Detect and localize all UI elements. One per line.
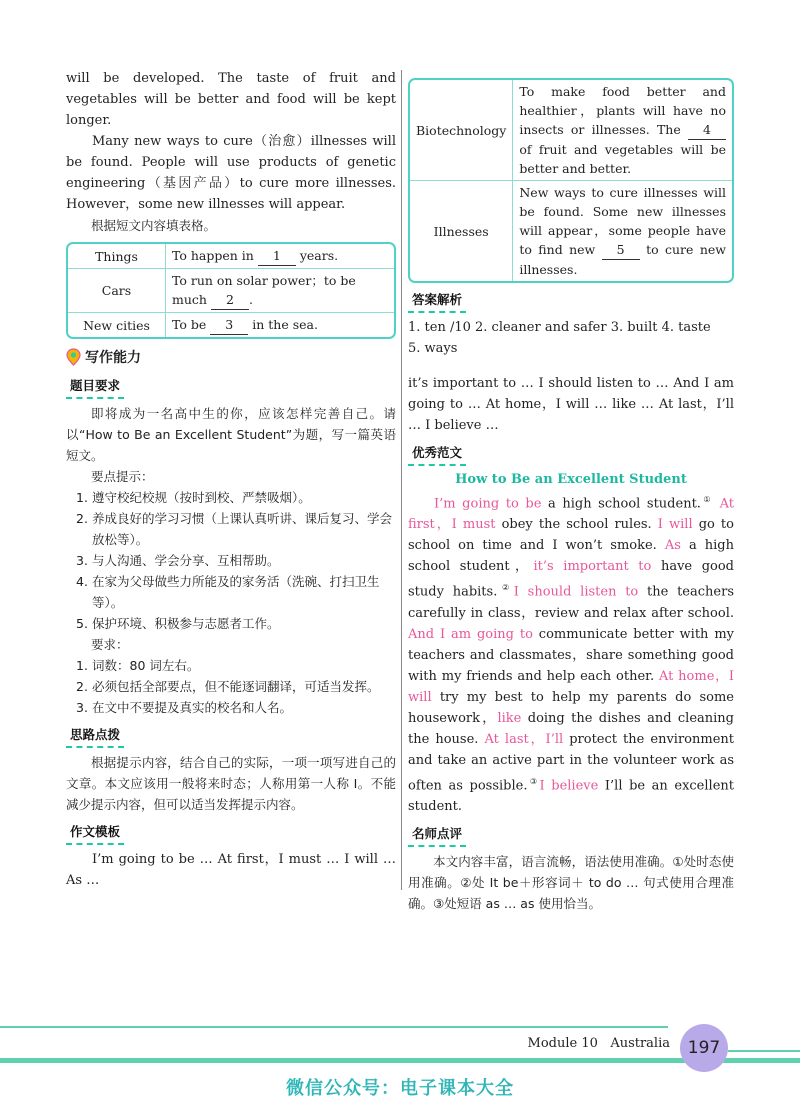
running-footer (528, 1036, 670, 1051)
cell-text: To be (172, 317, 207, 332)
table-row (410, 80, 732, 181)
item-text: 养成良好的学习习惯（上课认真听讲、课后复习、学会放松等）。 (92, 511, 393, 547)
module-label: Module 10 (527, 1036, 598, 1051)
table-row-label: Illnesses (410, 181, 513, 281)
reqs-heading: 要求： (91, 637, 129, 652)
essay-text: doing the dishes and cleaning the house. (408, 710, 734, 747)
requirement-text: 即将成为一名高中生的你，应该怎样完善自己。请以“How to Be an Excellent Student”为题，写一篇英语短文。 (66, 406, 396, 463)
comment-text: 本文内容丰富，语言流畅，语法使用准确。①处时态使用准确。②处 It be＋形容词＋ to do … 句式使用合理准确。③处短语 as … as 使用恰当。 (408, 853, 734, 911)
item-text: 在文中不要提及真实的校名和人名。 (92, 700, 293, 715)
table-cell (513, 181, 732, 281)
highlight-phrase: At last，I’ll (478, 731, 564, 747)
item-number: 1. (76, 658, 88, 673)
watermark: 微信公众号：电子课本大全 (286, 1078, 514, 1099)
left-column (66, 68, 396, 891)
column-divider (401, 70, 402, 890)
highlight-phrase: it’s important to (533, 559, 652, 575)
highlight-phrase: I will (651, 517, 693, 533)
right-column (408, 68, 734, 914)
cell-text: . (248, 292, 253, 307)
points-list (66, 487, 396, 634)
list-item (66, 655, 396, 676)
section-heading (66, 347, 396, 367)
item-number: 4. (76, 574, 88, 589)
table-cell (166, 244, 394, 269)
table-row-label: Biotechnology (410, 80, 513, 181)
table-row-label: Cars (68, 269, 166, 313)
answer-blank: 1 (258, 246, 296, 266)
list-item (66, 697, 396, 718)
cell-text: New ways to cure illnesses will be found. Some new illnesses will appear，some people have to find new (519, 185, 726, 257)
item-number: 2. (76, 679, 88, 694)
passage-paragraph: will be developed. The taste of fruit and vegetables will be better and food will be kept longer. (66, 71, 396, 128)
highlight-phrase: As (656, 538, 681, 554)
item-text: 必须包括全部要点，但不能逐词翻译，可适当发挥。 (92, 679, 380, 694)
tag-sample: 优秀范文 (408, 442, 466, 466)
highlight-phrase: I believe (539, 777, 599, 793)
answer-blank: 5 (602, 240, 640, 260)
essay-body (408, 489, 734, 817)
cell-text: in the sea. (252, 317, 318, 332)
item-number: 1. (76, 490, 88, 505)
cell-text: years. (299, 248, 339, 263)
highlight-phrase: At home，I will (408, 668, 734, 705)
cell-text: to cure new illnesses. (519, 242, 726, 277)
tag-idea: 思路点拨 (66, 724, 124, 748)
footer-band (0, 1058, 800, 1063)
footer-rule (0, 1026, 668, 1028)
essay-text: obey the school rules. (495, 517, 652, 533)
item-number: 3. (76, 553, 88, 568)
highlight-phrase: like (497, 710, 522, 726)
list-item (66, 487, 396, 508)
item-text: 在家为父母做些力所能及的家务活（洗碗、打扫卫生等）。 (92, 574, 380, 610)
unit-label: Australia (610, 1036, 670, 1051)
highlight-phrase: I should listen to (513, 584, 639, 600)
points-heading: 要点提示： (91, 469, 154, 484)
template-text: I’m going to be … At first，I must … I will … As … (66, 852, 396, 888)
passage-paragraph: Many new ways to cure（治愈）illnesses will be found. People will use products of genetic engineering（基因产品）to cure more illnesses. However，some new illnesses will appear. (66, 134, 396, 212)
list-item (66, 550, 396, 571)
exercise-instruction: 根据短文内容填表格。 (91, 218, 217, 233)
tag-template: 作文模板 (66, 821, 124, 845)
essay-title: How to Be an Excellent Student (455, 472, 687, 487)
table-row (410, 181, 732, 281)
cell-text: To happen in (172, 248, 254, 263)
table-cell (166, 269, 394, 313)
answers (408, 317, 734, 359)
highlight-phrase: I’m going to be (434, 496, 542, 512)
answer-blank: 3 (210, 315, 248, 335)
answer-blank: 2 (211, 290, 249, 310)
footnote-mark: ③ (527, 776, 540, 786)
item-text: 与人沟通、学会分享、互相帮助。 (92, 553, 280, 568)
cell-text: To make food better and healthier，plants will have no insects or illnesses. The (519, 84, 726, 137)
table-row (68, 244, 394, 269)
footnote-mark: ① (700, 495, 714, 504)
footer-rule (728, 1050, 800, 1052)
cell-text: of fruit and vegetables will be better and better. (519, 142, 726, 176)
table-row-label: Things (68, 244, 166, 269)
item-number: 2. (76, 511, 88, 526)
highlight-phrase: And I am going to (408, 626, 533, 642)
cell-text: To run on solar power；to be much (172, 273, 356, 307)
answer-blank: 4 (688, 120, 726, 140)
tag-answers: 答案解析 (408, 289, 466, 313)
table-row (68, 269, 394, 313)
essay-text: a high school student， (408, 538, 734, 575)
item-text: 词数：80 词左右。 (92, 658, 200, 673)
answers-line: 5. ways (408, 341, 458, 356)
list-item (66, 571, 396, 613)
table-cell (513, 80, 732, 181)
essay-text: the teachers carefully in class，review and relax after school. (408, 584, 734, 621)
item-number: 5. (76, 616, 88, 631)
location-pin-icon (66, 348, 81, 366)
essay-text: try my best to help my parents do some housework， (408, 689, 734, 726)
answers-line: 1. ten /10 2. cleaner and safer 3. built 4. taste (408, 320, 711, 335)
essay-text: go to school on time and I won’t smoke. (408, 517, 734, 554)
list-item (66, 508, 396, 550)
template-continuation: it’s important to … I should listen to … And I am going to … At home，I will … like … At last，I’ll … I believe … (408, 376, 734, 433)
essay-text: communicate better with my teachers and classmates，share something good with my friends and help each other. (408, 626, 734, 684)
list-item (66, 676, 396, 697)
table-row-label: New cities (68, 313, 166, 337)
essay-text: I’ll be an excellent student. (408, 777, 734, 814)
section-title: 写作能力 (85, 350, 141, 366)
tag-comment: 名师点评 (408, 823, 466, 847)
page-number-badge: 197 (680, 1024, 728, 1072)
highlight-phrase: At first，I must (408, 496, 734, 533)
essay-text: protect the environment and take an active part in the volunteer work as often as possible. (408, 731, 734, 793)
table-cell (166, 313, 394, 337)
footnote-mark: ② (497, 583, 514, 593)
tag-requirement: 题目要求 (66, 375, 124, 399)
fill-table-1 (66, 242, 396, 339)
fill-table-2 (408, 78, 734, 283)
idea-text: 根据提示内容，结合自己的实际，一项一项写进自己的文章。本文应该用一般将来时态；人称用第一人称 I。不能减少提示内容，但可以适当发挥提示内容。 (66, 755, 396, 812)
list-item (66, 613, 396, 634)
reqs-list (66, 655, 396, 718)
table-row (68, 313, 394, 337)
item-text: 遵守校纪校规（按时到校、严禁吸烟）。 (92, 490, 311, 505)
essay-text: have good study habits. (408, 559, 734, 600)
item-text: 保护环境、积极参与志愿者工作。 (92, 616, 280, 631)
essay-text: a high school student. (541, 496, 701, 512)
item-number: 3. (76, 700, 88, 715)
